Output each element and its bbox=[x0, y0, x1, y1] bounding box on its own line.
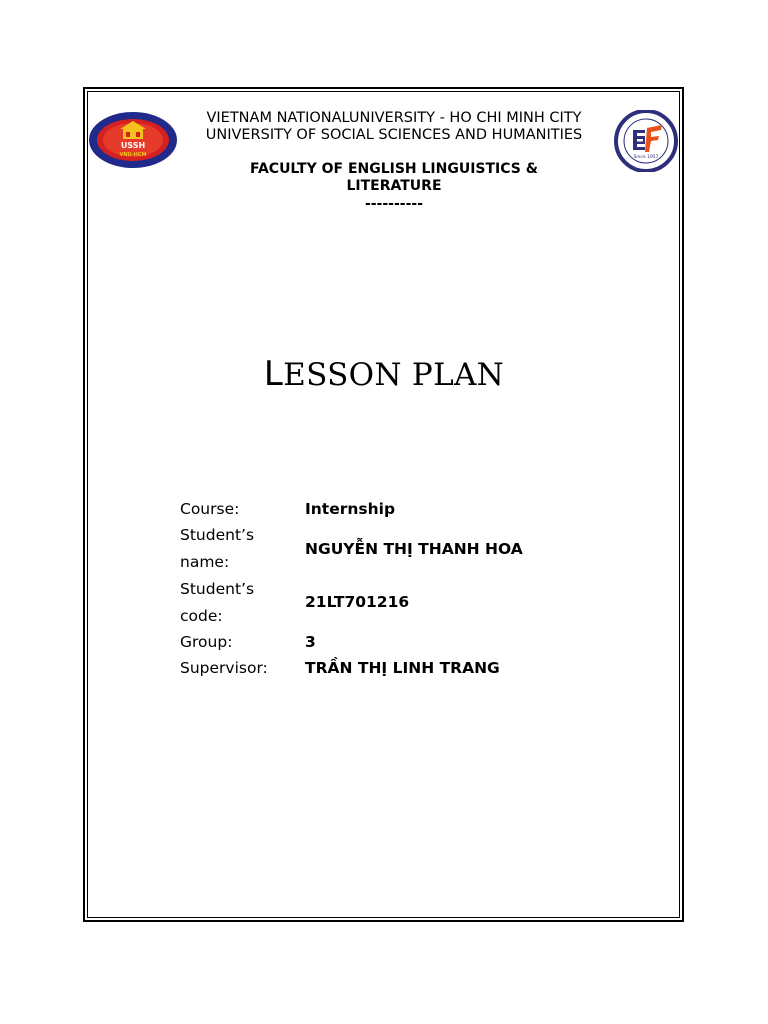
student-name-label-line1: Student’s bbox=[180, 526, 255, 544]
university-name-line1: VIETNAM NATIONALUNIVERSITY - HO CHI MINH CITY bbox=[206, 110, 582, 126]
student-code-label-line2: code: bbox=[180, 607, 223, 625]
student-code-value: 21LT701216 bbox=[305, 593, 410, 611]
course-value: Internship bbox=[305, 500, 396, 518]
student-code-label-line1: Student’s bbox=[180, 580, 255, 598]
ef-logo-subtext: Since 1957 bbox=[633, 155, 659, 160]
faculty-name-line1: FACULTY OF ENGLISH LINGUISTICS & bbox=[250, 161, 538, 177]
student-name-value: NGUYỄN THỊ THANH HOA bbox=[305, 540, 523, 558]
group-value: 3 bbox=[305, 633, 316, 651]
title-initial: L bbox=[263, 354, 284, 394]
ussh-logo bbox=[88, 111, 178, 169]
supervisor-value: TRẦN THỊ LINH TRANG bbox=[305, 659, 500, 677]
university-name-line2: UNIVERSITY OF SOCIAL SCIENCES AND HUMANITIES bbox=[205, 127, 583, 143]
faculty-name bbox=[226, 161, 562, 195]
header-separator: ---------- bbox=[364, 196, 424, 212]
faculty-english-logo bbox=[612, 110, 680, 172]
supervisor-label: Supervisor: bbox=[180, 659, 268, 677]
group-label: Group: bbox=[180, 633, 233, 651]
ussh-logo-subtext: VNU-HCM bbox=[119, 152, 147, 158]
title-rest: ESSON PLAN bbox=[283, 357, 505, 393]
course-label: Course: bbox=[180, 500, 240, 518]
ussh-logo-text: USSH bbox=[120, 141, 146, 150]
student-name-label-line2: name: bbox=[180, 553, 230, 571]
document-title bbox=[160, 352, 608, 397]
faculty-name-line2: LITERATURE bbox=[346, 178, 442, 194]
